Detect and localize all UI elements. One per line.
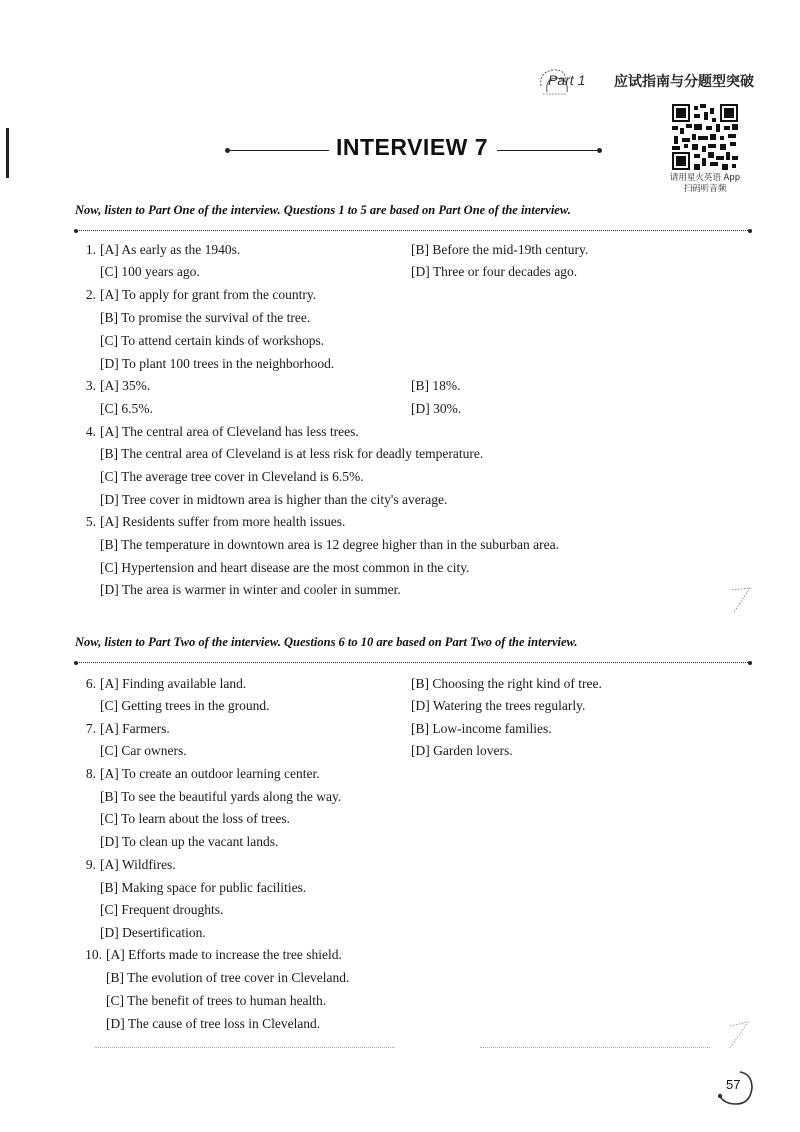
qr-caption-line2: 扫码听音频 (683, 184, 727, 194)
option-c[interactable]: [C] Car owners. (100, 743, 187, 758)
question-number: 10. (85, 947, 102, 962)
option-b[interactable]: [B] To see the beautiful yards along the way. (100, 789, 342, 804)
option-a[interactable]: [A] Residents suffer from more health issues. (100, 514, 346, 529)
option-a[interactable]: [A] 35%. (100, 378, 151, 393)
question-number: 9. (85, 857, 96, 872)
option-c[interactable]: [C] 6.5%. (100, 401, 153, 416)
option-b[interactable]: [B] The temperature in downtown area is 12 degree higher than in the suburban area. (100, 537, 559, 552)
part-one-instruction: Now, listen to Part One of the interview. Questions 1 to 5 are based on Part One of the interview. (75, 203, 571, 217)
page-title: INTERVIEW 7 (336, 134, 489, 160)
option-d[interactable]: [D] To clean up the vacant lands. (100, 834, 279, 849)
option-b[interactable]: [B] Before the mid-19th century. (411, 242, 589, 257)
option-c[interactable]: [C] To learn about the loss of trees. (100, 811, 291, 826)
option-b[interactable]: [B] Low-income families. (411, 721, 552, 736)
option-c[interactable]: [C] Frequent droughts. (100, 902, 224, 917)
qr-caption-line1: 请用星火英语 App (669, 173, 741, 183)
option-d[interactable]: [D] The area is warmer in winter and cooler in summer. (100, 582, 401, 597)
option-d[interactable]: [D] 30%. (411, 401, 462, 416)
bottom-faint-rule (480, 1047, 710, 1048)
question-number: 8. (85, 766, 96, 781)
margin-tick-icon (726, 1018, 752, 1052)
title-left-line (229, 150, 329, 151)
rule-dot (748, 229, 752, 233)
option-b[interactable]: [B] The evolution of tree cover in Cleveland. (106, 970, 350, 985)
qr-code-icon[interactable] (672, 104, 738, 170)
qr-caption (662, 173, 748, 195)
question-number: 2. (85, 287, 96, 302)
option-a[interactable]: [A] The central area of Cleveland has less trees. (100, 424, 359, 439)
section-title: 应试指南与分题型突破 (614, 74, 754, 90)
question-number: 1. (85, 242, 96, 257)
margin-tick-icon (730, 580, 752, 616)
option-a[interactable]: [A] To create an outdoor learning center. (100, 766, 320, 781)
option-b[interactable]: [B] The central area of Cleveland is at less risk for deadly temperature. (100, 446, 484, 461)
question-number: 5. (85, 514, 96, 529)
option-b[interactable]: [B] 18%. (411, 378, 461, 393)
option-a[interactable]: [A] Wildfires. (100, 857, 176, 872)
option-d[interactable]: [D] To plant 100 trees in the neighborhood. (100, 356, 335, 371)
option-d[interactable]: [D] Three or four decades ago. (411, 264, 578, 279)
option-c[interactable]: [C] Hypertension and heart disease are the most common in the city. (100, 560, 470, 575)
option-d[interactable]: [D] Watering the trees regularly. (411, 698, 586, 713)
option-c[interactable]: [C] The average tree cover in Cleveland is 6.5%. (100, 469, 364, 484)
option-a[interactable]: [A] To apply for grant from the country. (100, 287, 317, 302)
option-c[interactable]: [C] 100 years ago. (100, 264, 200, 279)
part-one-rule (76, 230, 750, 231)
option-d[interactable]: [D] Tree cover in midtown area is higher than the city's average. (100, 492, 448, 507)
option-d[interactable]: [D] Desertification. (100, 925, 206, 940)
title-right-line (497, 150, 597, 151)
rule-dot (748, 661, 752, 665)
margin-mark (6, 128, 9, 178)
option-a[interactable]: [A] Finding available land. (100, 676, 247, 691)
option-b[interactable]: [B] Choosing the right kind of tree. (411, 676, 602, 691)
page-number: 57 (726, 1077, 741, 1092)
question-number: 4. (85, 424, 96, 439)
option-a[interactable]: [A] Efforts made to increase the tree shield. (106, 947, 342, 962)
question-number: 7. (85, 721, 96, 736)
part-label: Part 1 (548, 72, 586, 88)
part-two-instruction: Now, listen to Part Two of the interview. Questions 6 to 10 are based on Part Two of the interview. (75, 635, 578, 649)
option-c[interactable]: [C] To attend certain kinds of workshops. (100, 333, 325, 348)
option-b[interactable]: [B] To promise the survival of the tree. (100, 310, 311, 325)
question-number: 3. (85, 378, 96, 393)
part-two-rule (76, 662, 750, 663)
option-c[interactable]: [C] The benefit of trees to human health. (106, 993, 327, 1008)
option-c[interactable]: [C] Getting trees in the ground. (100, 698, 270, 713)
question-number: 6. (85, 676, 96, 691)
option-d[interactable]: [D] Garden lovers. (411, 743, 513, 758)
option-a[interactable]: [A] As early as the 1940s. (100, 242, 241, 257)
option-b[interactable]: [B] Making space for public facilities. (100, 880, 307, 895)
option-a[interactable]: [A] Farmers. (100, 721, 170, 736)
option-d[interactable]: [D] The cause of tree loss in Cleveland. (106, 1016, 321, 1031)
bottom-faint-rule (95, 1047, 395, 1048)
title-right-dot (597, 148, 602, 153)
